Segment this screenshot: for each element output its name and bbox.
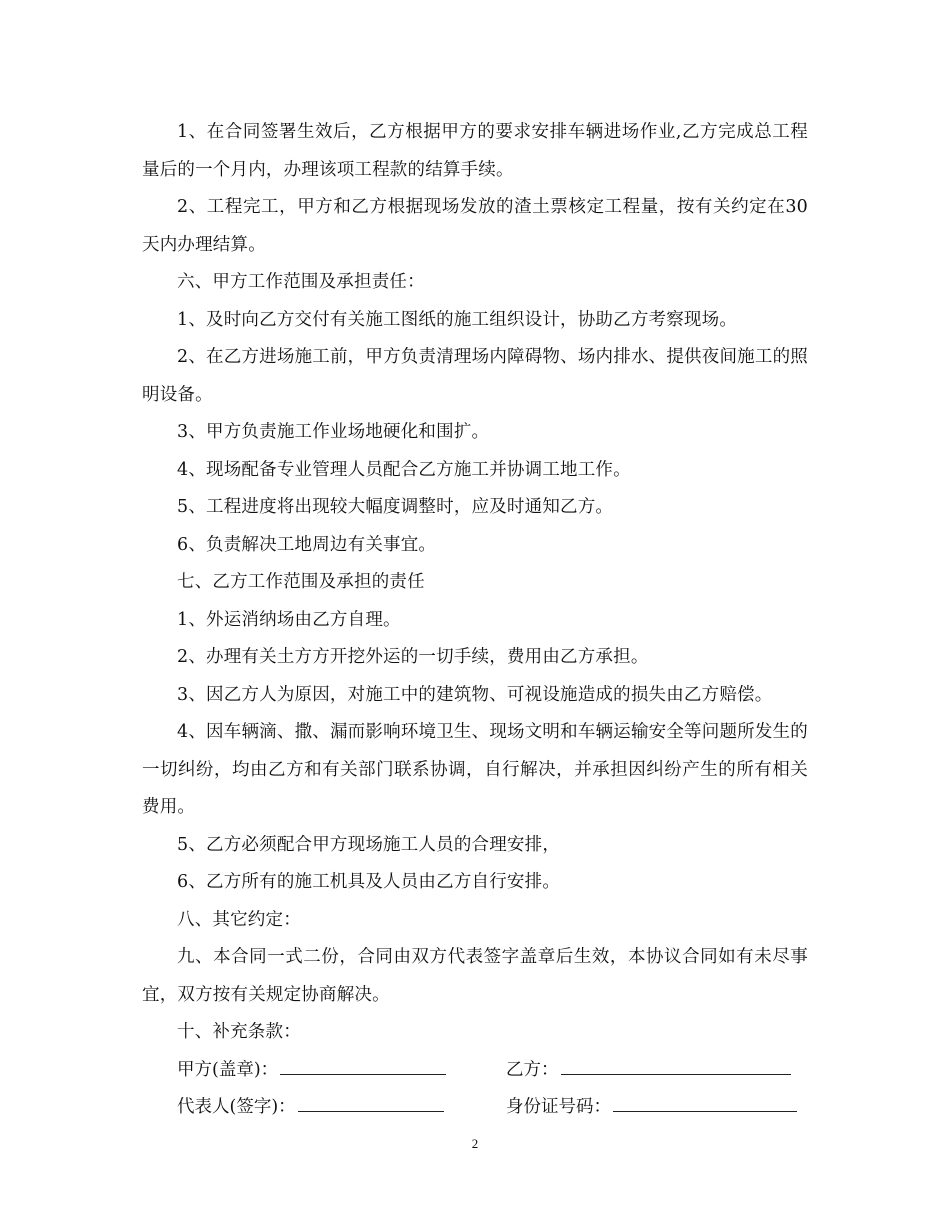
section-heading: 八、其它约定： <box>177 909 301 930</box>
section-heading: 六、甲方工作范围及承担责任： <box>177 272 425 292</box>
paragraph: 1、在合同签署生效后，乙方根据甲方的要求安排车辆进场作业,乙方完成总工程量后的一个月内，办理该项工程款的结算手续。 <box>142 122 808 180</box>
party-a-signature <box>177 1052 446 1090</box>
paragraph: 5、乙方必须配合甲方现场施工人员的合理安排， <box>177 834 561 855</box>
paragraph: 3、因乙方人为原因，对施工中的建筑物、可视设施造成的损失由乙方赔偿。 <box>177 684 773 705</box>
party-a-label: 甲方(盖章)： <box>177 1059 279 1080</box>
paragraph: 2、办理有关土方方开挖外运的一切手续，费用由乙方承担。 <box>177 647 649 667</box>
section-heading: 七、乙方工作范围及承担的责任 <box>177 572 425 592</box>
paragraph: 1、外运消纳场由乙方自理。 <box>177 609 401 630</box>
section-heading: 十、补充条款： <box>177 1022 301 1042</box>
signature-row-representative <box>142 1089 808 1127</box>
paragraph: 2、工程完工，甲方和乙方根据现场发放的渣土票核定工程量，按有关约定在30天内办理结算。 <box>142 197 808 255</box>
paragraph: 5、工程进度将出现较大幅度调整时，应及时通知乙方。 <box>177 497 614 517</box>
signature-row-parties <box>142 1052 808 1090</box>
id-number-line <box>613 1097 797 1112</box>
paragraph: 2、在乙方进场施工前，甲方负责清理场内障碍物、场内排水、提供夜间施工的照明设备。 <box>142 347 808 405</box>
party-b-signature <box>506 1052 791 1090</box>
paragraph: 3、甲方负责施工作业场地硬化和围扩。 <box>177 422 490 442</box>
id-number-field <box>506 1089 797 1127</box>
paragraph: 4、因车辆滴、撒、漏而影响环境卫生、现场文明和车辆运输安全等问题所发生的一切纠纷，均由乙方和有关部门联系协调，自行解决，并承担因纠纷产生的所有相关费用。 <box>142 722 808 817</box>
representative-label: 代表人(签字)： <box>177 1097 296 1117</box>
document-body <box>142 114 808 1127</box>
paragraph: 4、现场配备专业管理人员配合乙方施工并协调工地工作。 <box>177 459 631 480</box>
paragraph: 6、负责解决工地周边有关事宜。 <box>177 534 437 555</box>
party-b-label: 乙方： <box>506 1059 559 1080</box>
party-a-signature-line <box>280 1060 446 1075</box>
paragraph: 九、本合同一式二份，合同由双方代表签字盖章后生效，本协议合同如有未尽事宜，双方按有关规定协商解决。 <box>142 947 808 1005</box>
party-b-signature-line <box>561 1060 791 1075</box>
paragraph: 6、乙方所有的施工机具及人员由乙方自行安排。 <box>177 872 561 892</box>
id-number-label: 身份证号码： <box>506 1097 611 1117</box>
representative-signature-line <box>298 1097 444 1112</box>
representative-signature <box>177 1089 444 1127</box>
paragraph: 1、及时向乙方交付有关施工图纸的施工组织设计，协助乙方考察现场。 <box>177 309 738 330</box>
page-number: 2 <box>471 1136 479 1151</box>
